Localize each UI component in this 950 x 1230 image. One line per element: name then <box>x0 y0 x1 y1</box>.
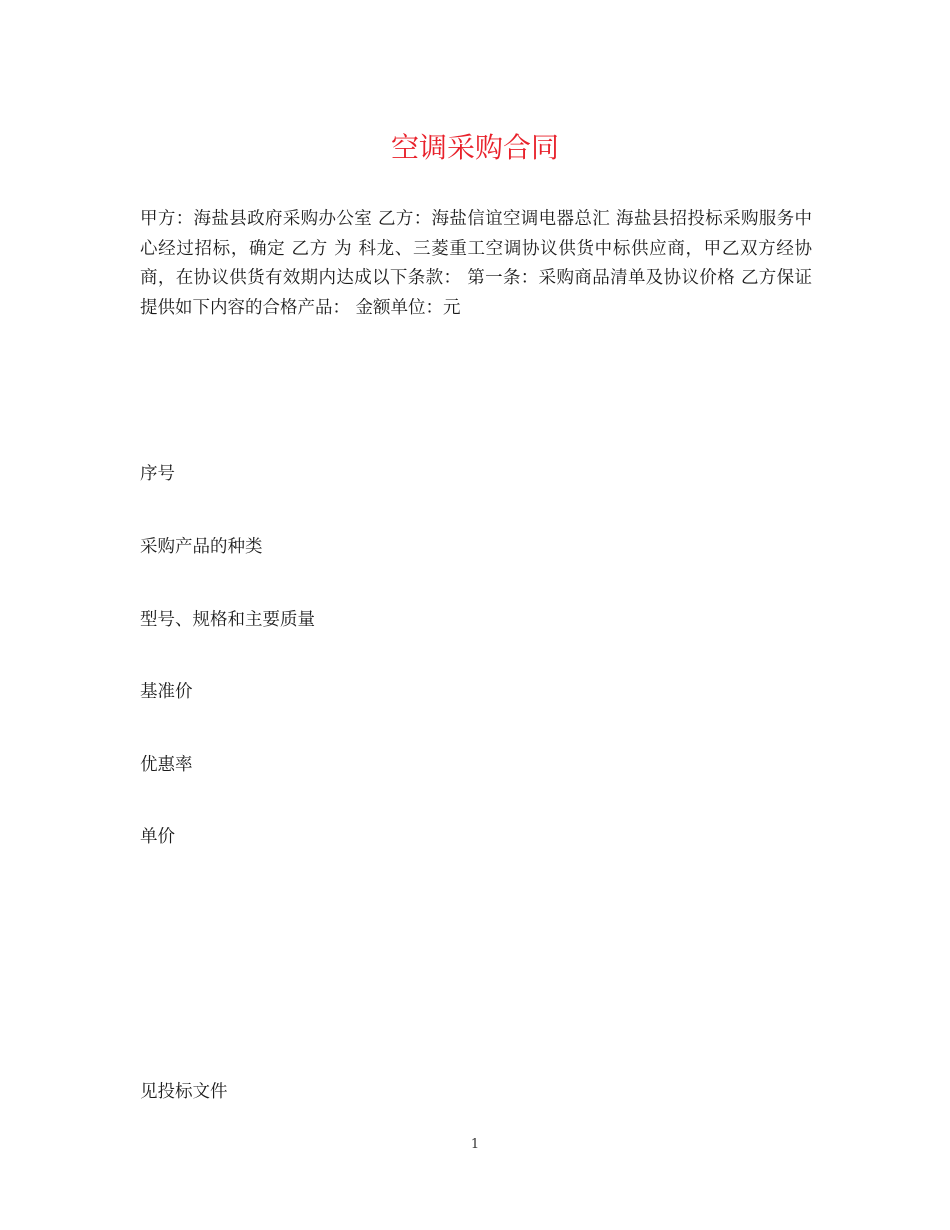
document-title: 空调采购合同 <box>390 131 559 164</box>
table-header-unit-price: 单价 <box>140 827 175 847</box>
table-header-category: 采购产品的种类 <box>140 537 263 557</box>
page-number: 1 <box>470 1137 480 1152</box>
table-header-base-price: 基准价 <box>140 682 193 702</box>
table-note: 见投标文件 <box>140 1082 228 1102</box>
table-header-discount-rate: 优惠率 <box>140 755 193 775</box>
table-header-serial: 序号 <box>140 464 175 484</box>
table-header-model: 型号、规格和主要质量 <box>140 610 315 630</box>
intro-paragraph: 甲方：海盐县政府采购办公室 乙方：海盐信谊空调电器总汇 海盐县招投标采购服务中心经过招标，确定 乙方 为 科龙、三菱重工空调协议供货中标供应商，甲乙双方经协商，在协议供货有效期内达成以下条款： 第一条：采购商品清单及协议价格 乙方保证提供如下内容的合格产品： 金额单位：元 <box>140 209 812 318</box>
